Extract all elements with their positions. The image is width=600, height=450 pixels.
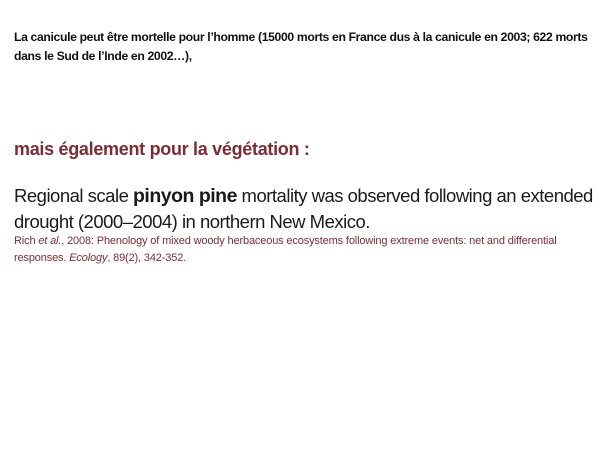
citation-title: , 2008: Phenology of mixed woody herbaceous ecosystems following extreme events: net and differential responses.	[14, 235, 557, 264]
intro-paragraph: La canicule peut être mortelle pour l’homme (15000 morts en France dus à la canicule en 2003; 622 morts dans le Sud de l’Inde en 2002…),	[14, 30, 588, 63]
citation	[14, 233, 594, 267]
statement-emphasis: pinyon pine	[133, 185, 237, 207]
citation-journal: Ecology	[69, 252, 108, 264]
statement-paragraph	[14, 183, 594, 234]
citation-author: Rich	[14, 235, 39, 247]
subheading: mais également pour la végétation :	[14, 139, 310, 159]
statement-before: Regional scale	[14, 185, 133, 206]
statement-after: mortality was observed following an extended drought (2000–2004) in northern New Mexico.	[14, 185, 593, 232]
citation-details: , 89(2), 342-352.	[107, 252, 187, 264]
citation-etal: et al.	[38, 235, 62, 247]
